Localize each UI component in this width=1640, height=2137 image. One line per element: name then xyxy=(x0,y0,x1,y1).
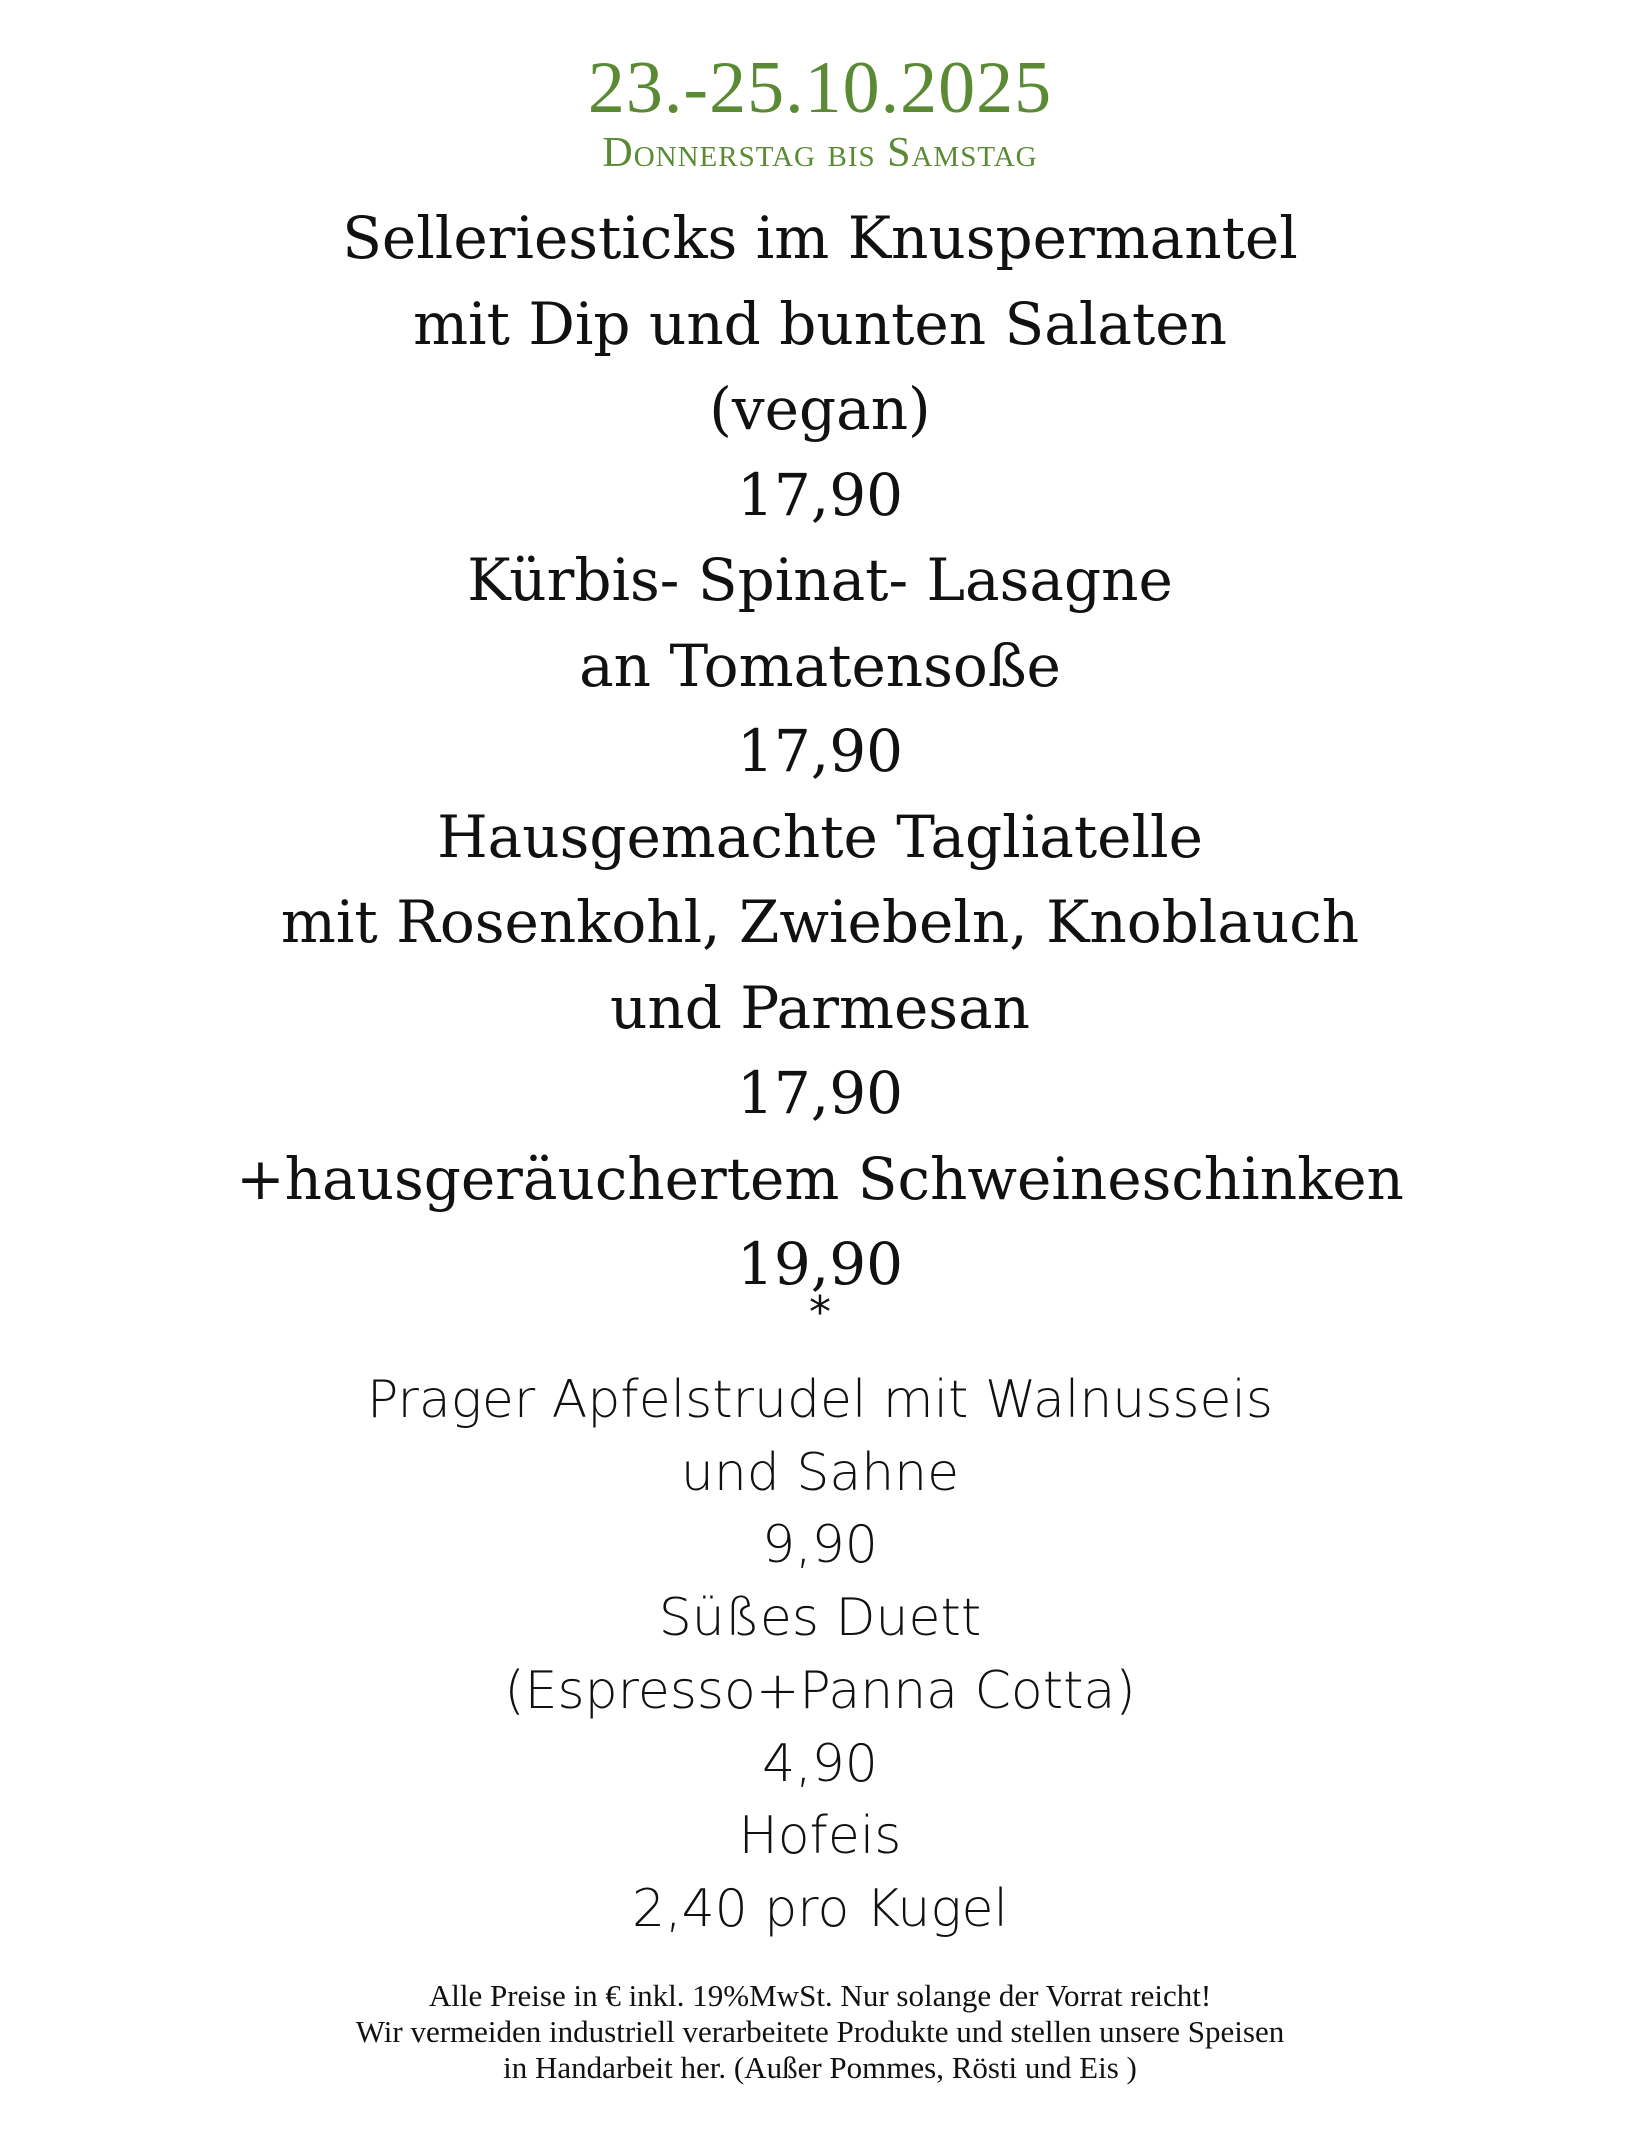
main-dishes xyxy=(0,196,1640,1308)
dish-price: 17,90 xyxy=(736,460,904,529)
dish-line: +hausgeräuchertem Schweineschinken xyxy=(236,1144,1404,1213)
dish-line: Hausgemachte Tagliatelle xyxy=(437,802,1203,871)
desserts xyxy=(0,1364,1640,1946)
dish-price: 19,90 xyxy=(736,1230,904,1298)
dessert-hofeis xyxy=(0,1800,1640,1945)
dish-line: (vegan) xyxy=(709,375,931,443)
section-separator: * xyxy=(809,1287,831,1338)
dish-line: Kürbis- Spinat- Lasagne xyxy=(467,546,1173,614)
dessert-price: 4,90 xyxy=(762,1733,878,1794)
dessert-suesses-duett xyxy=(0,1582,1640,1800)
footer-line: in Handarbeit her. (Außer Pommes, Rösti und Eis ) xyxy=(503,2050,1137,2085)
dessert-line: Prager Apfelstrudel mit Walnusseis xyxy=(367,1370,1273,1430)
dish-line: mit Rosenkohl, Zwiebeln, Knoblauch xyxy=(280,888,1360,956)
dish-line: an Tomatensoße xyxy=(579,631,1061,700)
dish-addon-schinken xyxy=(0,1137,1640,1308)
dish-tagliatelle xyxy=(0,795,1640,1137)
dish-price: 17,90 xyxy=(736,1059,904,1127)
dish-lasagne xyxy=(0,538,1640,795)
dessert-price: 9,90 xyxy=(762,1515,878,1576)
dessert-apfelstrudel xyxy=(0,1364,1640,1582)
event-days: Donnerstag bis Samstag xyxy=(602,130,1038,176)
price-note-footer xyxy=(0,1978,1640,2086)
dish-line: mit Dip und bunten Salaten xyxy=(413,289,1227,358)
dish-selleriesticks xyxy=(0,196,1640,538)
event-date: 23.-25.10.2025 xyxy=(587,47,1053,129)
dessert-line: Hofeis xyxy=(738,1806,902,1867)
footer-line: Wir vermeiden industriell verarbeitete Produkte und stellen unsere Speisen xyxy=(355,2014,1285,2049)
dish-price: 17,90 xyxy=(736,717,904,785)
dish-line: und Parmesan xyxy=(609,973,1031,1042)
dish-line: Selleriesticks im Knuspermantel xyxy=(342,204,1298,272)
dessert-line: Süßes Duett xyxy=(658,1588,982,1649)
dessert-line: und Sahne xyxy=(680,1442,960,1503)
dessert-line: (Espresso+Panna Cotta) xyxy=(504,1660,1136,1721)
footer-line: Alle Preise in € inkl. 19%MwSt. Nur solange der Vorrat reicht! xyxy=(428,1978,1212,2013)
dessert-price: 2,40 pro Kugel xyxy=(631,1878,1008,1939)
